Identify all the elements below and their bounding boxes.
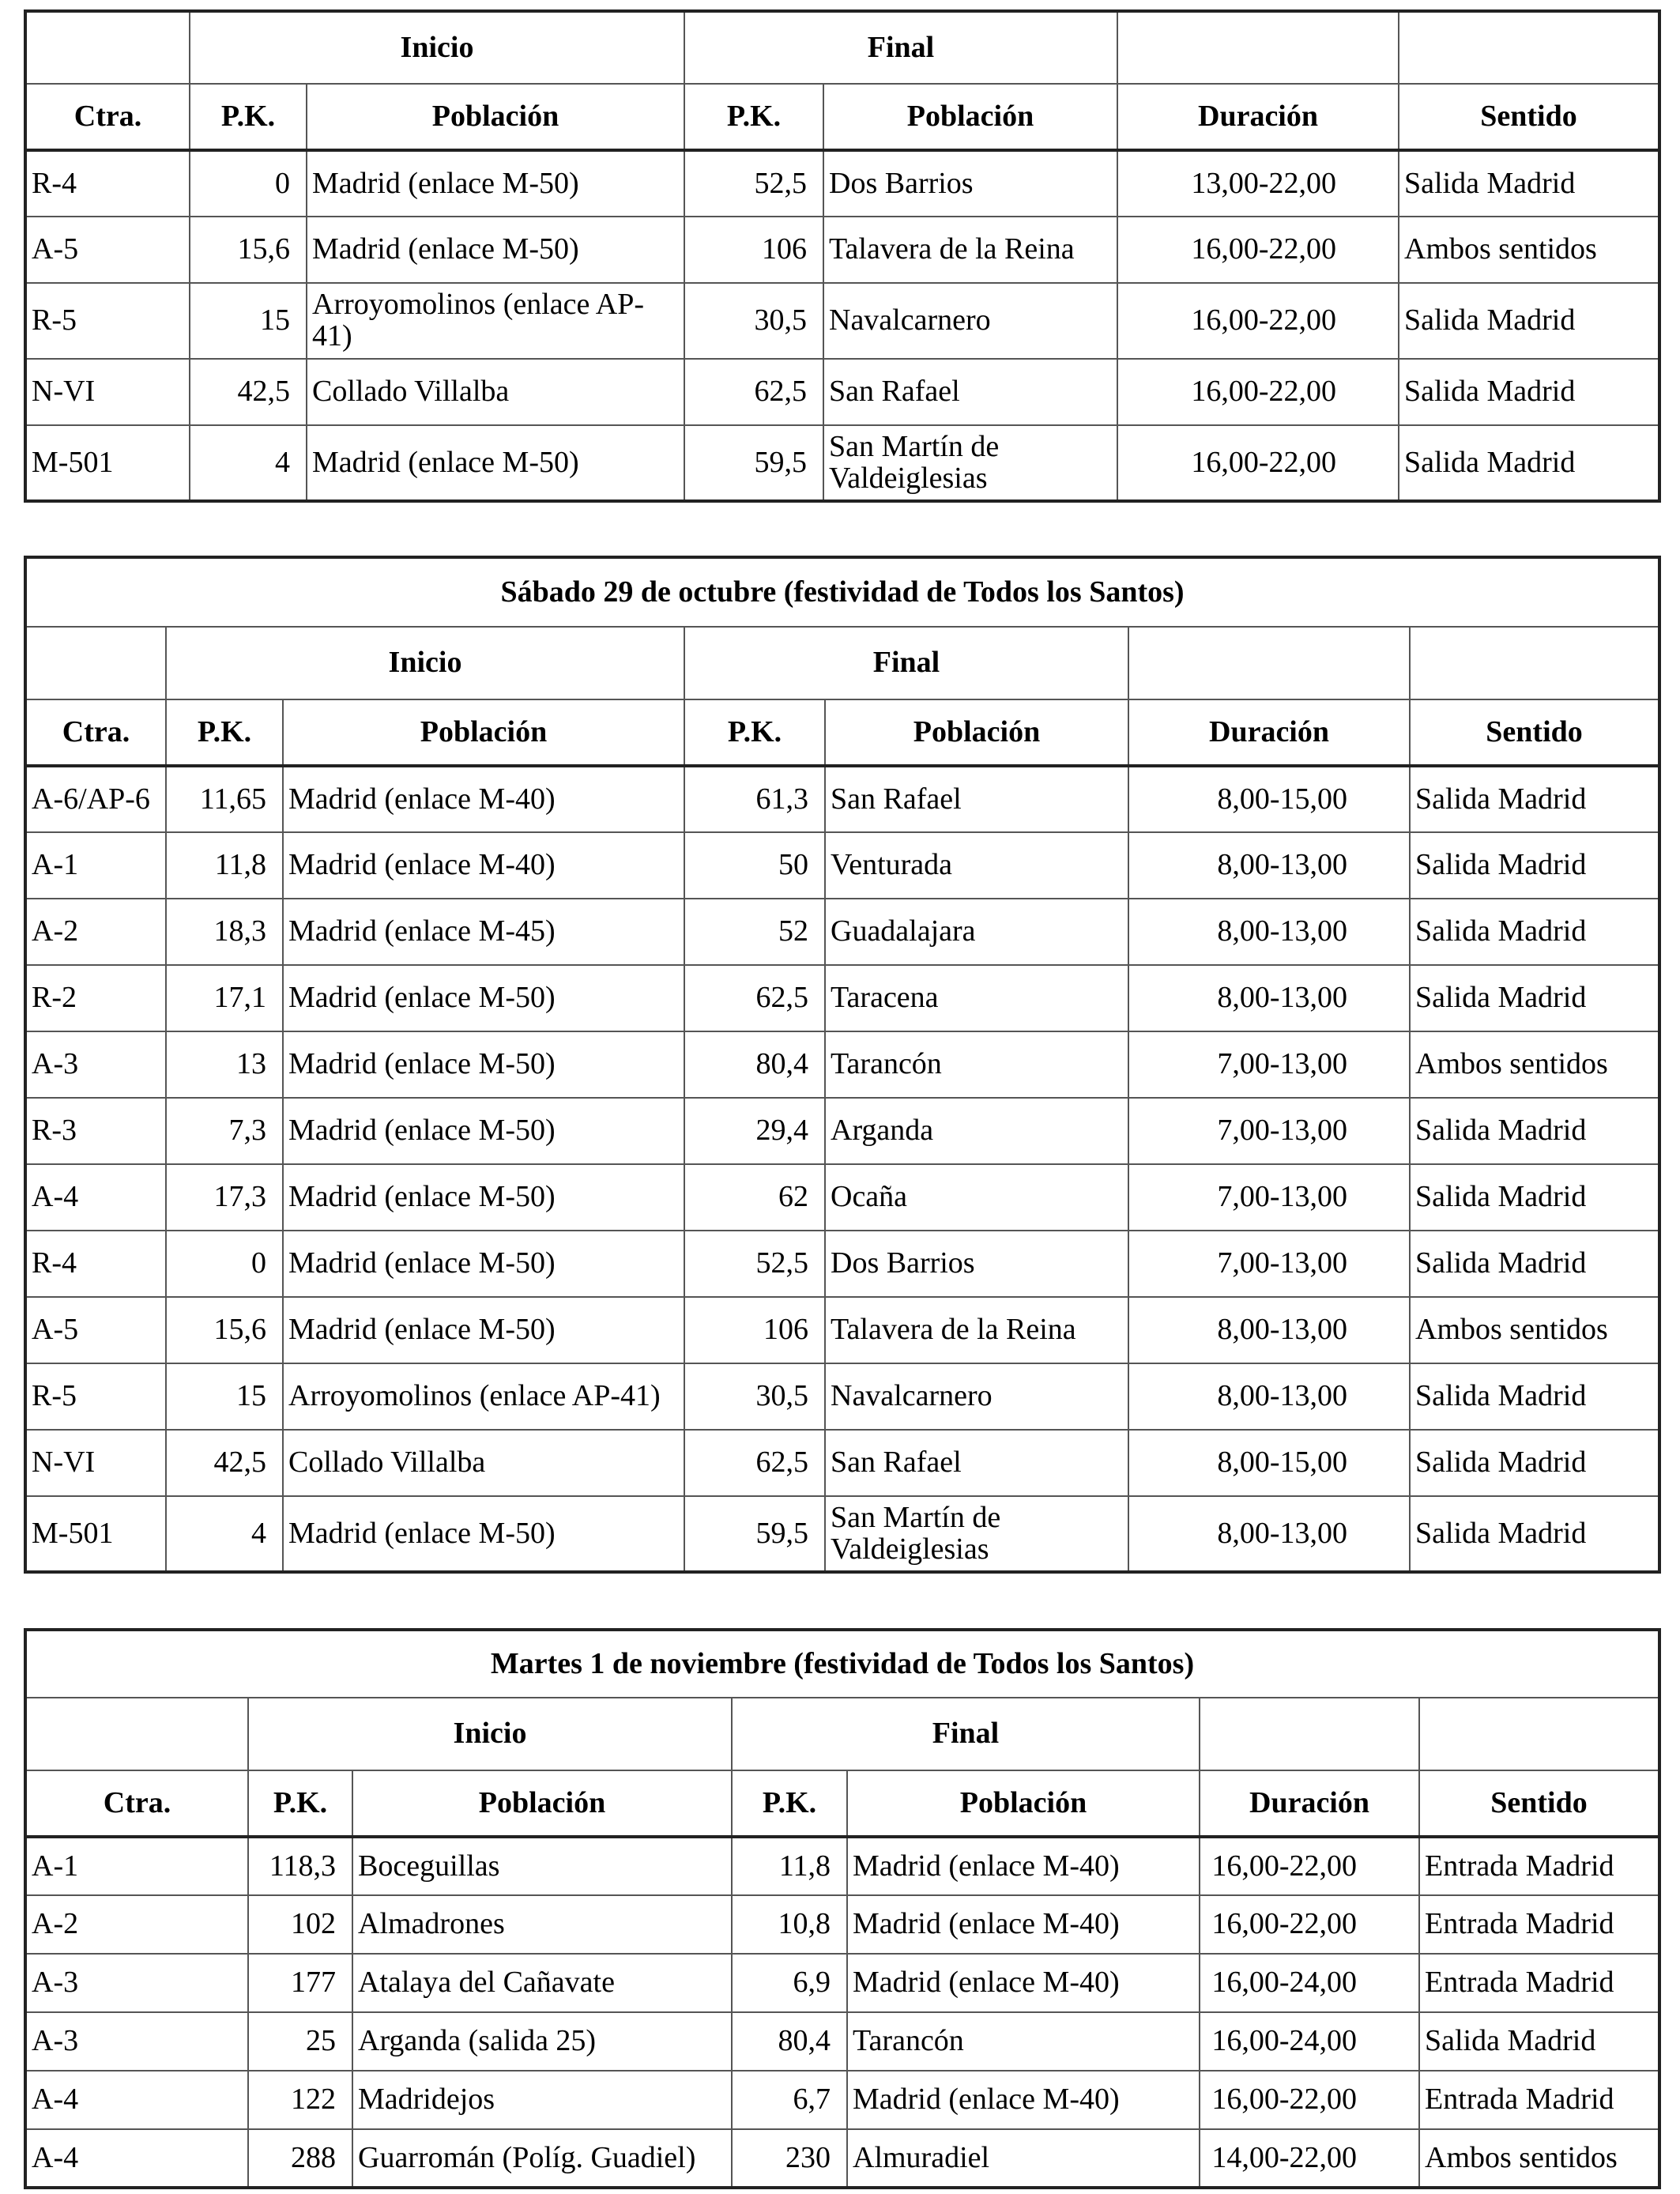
sentido-cell: Entrada Madrid [1419,2071,1659,2129]
poblacion-final-cell: Navalcarnero [825,1363,1128,1430]
pk-inicio-cell: 4 [190,425,307,501]
poblacion-final-cell: San Rafael [825,1430,1128,1496]
pk-inicio-cell: 17,1 [166,965,283,1031]
poblacion-final-cell: Tarancón [847,2012,1200,2071]
pk-inicio-cell: 15,6 [190,217,307,283]
sentido-cell: Salida Madrid [1410,899,1659,965]
sentido-cell: Entrada Madrid [1419,1895,1659,1954]
sentido-cell: Ambos sentidos [1419,2129,1659,2188]
pk-final-cell: 80,4 [732,2012,847,2071]
ctra-cell: A-6/AP-6 [25,766,166,832]
closures-table-1 [24,9,1661,503]
table-row [25,899,1659,965]
poblacion-final-cell: Navalcarnero [823,283,1117,359]
duracion-cell: 7,00-13,00 [1128,1098,1410,1164]
poblacion-inicio-cell: Boceguillas [352,1837,732,1895]
pk-final-cell: 62,5 [684,359,823,425]
poblacion-final-cell: San Martín de Valdeiglesias [823,425,1117,501]
pk-final-cell: 61,3 [684,766,825,832]
duracion-cell: 16,00-22,00 [1200,1895,1419,1954]
empty-header-cell [1399,11,1659,84]
pk-inicio-cell: 15 [166,1363,283,1430]
poblacion-final-cell: Arganda [825,1098,1128,1164]
sentido-cell: Ambos sentidos [1410,1031,1659,1098]
poblacion-inicio-cell: Madrid (enlace M-45) [283,899,684,965]
sentido-cell: Salida Madrid [1410,1231,1659,1297]
ctra-cell: R-4 [25,150,190,217]
duracion-cell: 14,00-22,00 [1200,2129,1419,2188]
poblacion-final-cell: Almuradiel [847,2129,1200,2188]
poblacion-final-cell: Madrid (enlace M-40) [847,1837,1200,1895]
pk-inicio-cell: 17,3 [166,1164,283,1231]
inicio-header: Inicio [166,627,684,699]
duracion-cell: 8,00-15,00 [1128,1430,1410,1496]
table-row [25,832,1659,899]
table-row [25,965,1659,1031]
duracion-cell: 16,00-22,00 [1117,425,1399,501]
duracion-cell: 16,00-22,00 [1117,217,1399,283]
pk-inicio-cell: 11,8 [166,832,283,899]
table-row [25,1837,1659,1895]
table-row [25,1031,1659,1098]
pk-inicio-cell: 15,6 [166,1297,283,1363]
group-header-row [25,1698,1659,1770]
table-row [25,1430,1659,1496]
duracion-cell: 8,00-13,00 [1128,1496,1410,1572]
duracion-cell: 8,00-13,00 [1128,899,1410,965]
table-row [25,217,1659,283]
sentido-cell: Salida Madrid [1410,1430,1659,1496]
ctra-cell: R-3 [25,1098,166,1164]
empty-header-cell [25,1698,248,1770]
pk-inicio-cell: 42,5 [166,1430,283,1496]
poblacion-final-cell: Dos Barrios [823,150,1117,217]
pk-final-cell: 30,5 [684,1363,825,1430]
ctra-cell: A-3 [25,1031,166,1098]
pk-inicio-cell: 15 [190,283,307,359]
ctra-header: Ctra. [25,699,166,766]
poblacion-inicio-cell: Atalaya del Cañavate [352,1954,732,2012]
poblacion-inicio-cell: Madrid (enlace M-50) [283,1496,684,1572]
table-title: Martes 1 de noviembre (festividad de Todos los Santos) [25,1630,1659,1698]
ctra-cell: M-501 [25,425,190,501]
table-row [25,425,1659,501]
poblacion-inicio-cell: Madrid (enlace M-40) [283,832,684,899]
column-header-row [25,1770,1659,1837]
sentido-cell: Salida Madrid [1399,150,1659,217]
poblacion-inicio-cell: Collado Villalba [283,1430,684,1496]
title-row [25,1630,1659,1698]
ctra-cell: R-5 [25,1363,166,1430]
pk-final-cell: 52,5 [684,1231,825,1297]
table-row [25,2012,1659,2071]
poblacion-final-cell: San Rafael [825,766,1128,832]
ctra-header: Ctra. [25,84,190,150]
poblacion-header: Población [307,84,684,150]
poblacion-inicio-cell: Madrid (enlace M-50) [283,1231,684,1297]
poblacion-final-cell: Talavera de la Reina [823,217,1117,283]
pk-final-cell: 59,5 [684,425,823,501]
pk-final-cell: 52,5 [684,150,823,217]
group-header-row [25,627,1659,699]
ctra-cell: A-3 [25,2012,248,2071]
sentido-cell: Salida Madrid [1419,2012,1659,2071]
table-row [25,1496,1659,1572]
sentido-cell: Entrada Madrid [1419,1837,1659,1895]
poblacion-inicio-cell: Guarromán (Políg. Guadiel) [352,2129,732,2188]
poblacion-inicio-cell: Almadrones [352,1895,732,1954]
pk-final-cell: 62,5 [684,1430,825,1496]
sentido-cell: Salida Madrid [1399,283,1659,359]
ctra-cell: A-2 [25,899,166,965]
poblacion-header: Población [825,699,1128,766]
ctra-cell: A-4 [25,2129,248,2188]
pk-final-cell: 80,4 [684,1031,825,1098]
sentido-cell: Salida Madrid [1410,1363,1659,1430]
pk-final-cell: 50 [684,832,825,899]
duracion-cell: 8,00-13,00 [1128,1363,1410,1430]
poblacion-final-cell: Ocaña [825,1164,1128,1231]
sentido-cell: Salida Madrid [1399,359,1659,425]
final-header: Final [684,627,1128,699]
pk-final-cell: 6,7 [732,2071,847,2129]
duracion-cell: 16,00-24,00 [1200,1954,1419,2012]
pk-final-cell: 52 [684,899,825,965]
inicio-header: Inicio [248,1698,732,1770]
sentido-header: Sentido [1419,1770,1659,1837]
sentido-cell: Salida Madrid [1410,1098,1659,1164]
poblacion-final-cell: San Martín de Valdeiglesias [825,1496,1128,1572]
poblacion-final-cell: Dos Barrios [825,1231,1128,1297]
table-row [25,1231,1659,1297]
pk-final-cell: 11,8 [732,1837,847,1895]
poblacion-inicio-cell: Madrid (enlace M-50) [307,150,684,217]
pk-inicio-cell: 0 [166,1231,283,1297]
poblacion-final-cell: Venturada [825,832,1128,899]
table-row [25,1297,1659,1363]
poblacion-inicio-cell: Madrid (enlace M-50) [283,1164,684,1231]
pk-final-cell: 106 [684,217,823,283]
duracion-cell: 16,00-22,00 [1200,2071,1419,2129]
pk-header: P.K. [248,1770,352,1837]
pk-inicio-cell: 102 [248,1895,352,1954]
poblacion-inicio-cell: Arganda (salida 25) [352,2012,732,2071]
empty-header-cell [1128,627,1410,699]
table-row [25,2071,1659,2129]
poblacion-inicio-cell: Madrid (enlace M-50) [283,1297,684,1363]
table-row [25,766,1659,832]
title-row [25,557,1659,627]
pk-header: P.K. [166,699,283,766]
ctra-cell: M-501 [25,1496,166,1572]
duracion-cell: 8,00-13,00 [1128,1297,1410,1363]
empty-header-cell [25,11,190,84]
poblacion-final-cell: Madrid (enlace M-40) [847,1895,1200,1954]
duracion-cell: 16,00-22,00 [1117,283,1399,359]
table-row [25,359,1659,425]
poblacion-inicio-cell: Madrid (enlace M-50) [283,1098,684,1164]
sentido-cell: Salida Madrid [1410,1164,1659,1231]
pk-inicio-cell: 42,5 [190,359,307,425]
duracion-cell: 8,00-15,00 [1128,766,1410,832]
sentido-cell: Salida Madrid [1399,425,1659,501]
table-row [25,1363,1659,1430]
table-row [25,1164,1659,1231]
poblacion-final-cell: Taracena [825,965,1128,1031]
table-row [25,1098,1659,1164]
pk-header: P.K. [684,699,825,766]
pk-inicio-cell: 177 [248,1954,352,2012]
sentido-cell: Salida Madrid [1410,965,1659,1031]
pk-inicio-cell: 122 [248,2071,352,2129]
pk-inicio-cell: 11,65 [166,766,283,832]
inicio-header: Inicio [190,11,684,84]
poblacion-header: Población [283,699,684,766]
pk-inicio-cell: 288 [248,2129,352,2188]
final-header: Final [732,1698,1200,1770]
pk-final-cell: 59,5 [684,1496,825,1572]
pk-header: P.K. [190,84,307,150]
poblacion-inicio-cell: Madrid (enlace M-50) [283,1031,684,1098]
poblacion-inicio-cell: Collado Villalba [307,359,684,425]
closures-table-2 [24,556,1661,1574]
duracion-cell: 7,00-13,00 [1128,1031,1410,1098]
empty-header-cell [1410,627,1659,699]
poblacion-header: Población [823,84,1117,150]
ctra-cell: A-5 [25,217,190,283]
ctra-cell: A-1 [25,832,166,899]
pk-final-cell: 29,4 [684,1098,825,1164]
sentido-header: Sentido [1399,84,1659,150]
poblacion-final-cell: Talavera de la Reina [825,1297,1128,1363]
column-header-row [25,699,1659,766]
poblacion-inicio-cell: Madridejos [352,2071,732,2129]
pk-final-cell: 106 [684,1297,825,1363]
ctra-cell: N-VI [25,1430,166,1496]
poblacion-inicio-cell: Madrid (enlace M-40) [283,766,684,832]
duracion-header: Duración [1128,699,1410,766]
poblacion-inicio-cell: Madrid (enlace M-50) [307,217,684,283]
duracion-cell: 16,00-24,00 [1200,2012,1419,2071]
ctra-cell: A-3 [25,1954,248,2012]
pk-final-cell: 30,5 [684,283,823,359]
pk-inicio-cell: 4 [166,1496,283,1572]
ctra-cell: A-5 [25,1297,166,1363]
table-row [25,1954,1659,2012]
table-title: Sábado 29 de octubre (festividad de Todos los Santos) [25,557,1659,627]
duracion-cell: 8,00-13,00 [1128,832,1410,899]
poblacion-final-cell: San Rafael [823,359,1117,425]
sentido-header: Sentido [1410,699,1659,766]
empty-header-cell [25,627,166,699]
pk-header: P.K. [732,1770,847,1837]
pk-inicio-cell: 0 [190,150,307,217]
poblacion-header: Población [352,1770,732,1837]
sentido-cell: Salida Madrid [1410,1496,1659,1572]
duracion-cell: 7,00-13,00 [1128,1231,1410,1297]
pk-inicio-cell: 18,3 [166,899,283,965]
duracion-header: Duración [1117,84,1399,150]
pk-final-cell: 10,8 [732,1895,847,1954]
final-header: Final [684,11,1117,84]
poblacion-final-cell: Guadalajara [825,899,1128,965]
empty-header-cell [1200,1698,1419,1770]
sentido-cell: Salida Madrid [1410,832,1659,899]
table-row [25,283,1659,359]
pk-inicio-cell: 13 [166,1031,283,1098]
empty-header-cell [1419,1698,1659,1770]
duracion-cell: 13,00-22,00 [1117,150,1399,217]
pk-inicio-cell: 118,3 [248,1837,352,1895]
empty-header-cell [1117,11,1399,84]
duracion-cell: 8,00-13,00 [1128,965,1410,1031]
poblacion-final-cell: Tarancón [825,1031,1128,1098]
poblacion-inicio-cell: Arroyomolinos (enlace AP-41) [283,1363,684,1430]
ctra-cell: R-4 [25,1231,166,1297]
pk-final-cell: 230 [732,2129,847,2188]
column-header-row [25,84,1659,150]
poblacion-final-cell: Madrid (enlace M-40) [847,1954,1200,2012]
table-row [25,2129,1659,2188]
sentido-cell: Ambos sentidos [1410,1297,1659,1363]
table-row [25,150,1659,217]
poblacion-header: Población [847,1770,1200,1837]
ctra-cell: A-1 [25,1837,248,1895]
pk-final-cell: 6,9 [732,1954,847,2012]
pk-final-cell: 62 [684,1164,825,1231]
ctra-cell: N-VI [25,359,190,425]
duracion-cell: 7,00-13,00 [1128,1164,1410,1231]
poblacion-inicio-cell: Madrid (enlace M-50) [283,965,684,1031]
sentido-cell: Salida Madrid [1410,766,1659,832]
ctra-header: Ctra. [25,1770,248,1837]
duracion-cell: 16,00-22,00 [1117,359,1399,425]
poblacion-inicio-cell: Madrid (enlace M-50) [307,425,684,501]
duracion-header: Duración [1200,1770,1419,1837]
pk-inicio-cell: 7,3 [166,1098,283,1164]
closures-table-3 [24,1628,1661,2189]
duracion-cell: 16,00-22,00 [1200,1837,1419,1895]
ctra-cell: A-2 [25,1895,248,1954]
poblacion-final-cell: Madrid (enlace M-40) [847,2071,1200,2129]
pk-final-cell: 62,5 [684,965,825,1031]
ctra-cell: A-4 [25,2071,248,2129]
pk-inicio-cell: 25 [248,2012,352,2071]
sentido-cell: Ambos sentidos [1399,217,1659,283]
sentido-cell: Entrada Madrid [1419,1954,1659,2012]
ctra-cell: R-5 [25,283,190,359]
table-row [25,1895,1659,1954]
pk-header: P.K. [684,84,823,150]
group-header-row [25,11,1659,84]
ctra-cell: A-4 [25,1164,166,1231]
ctra-cell: R-2 [25,965,166,1031]
poblacion-inicio-cell: Arroyomolinos (enlace AP-41) [307,283,684,359]
